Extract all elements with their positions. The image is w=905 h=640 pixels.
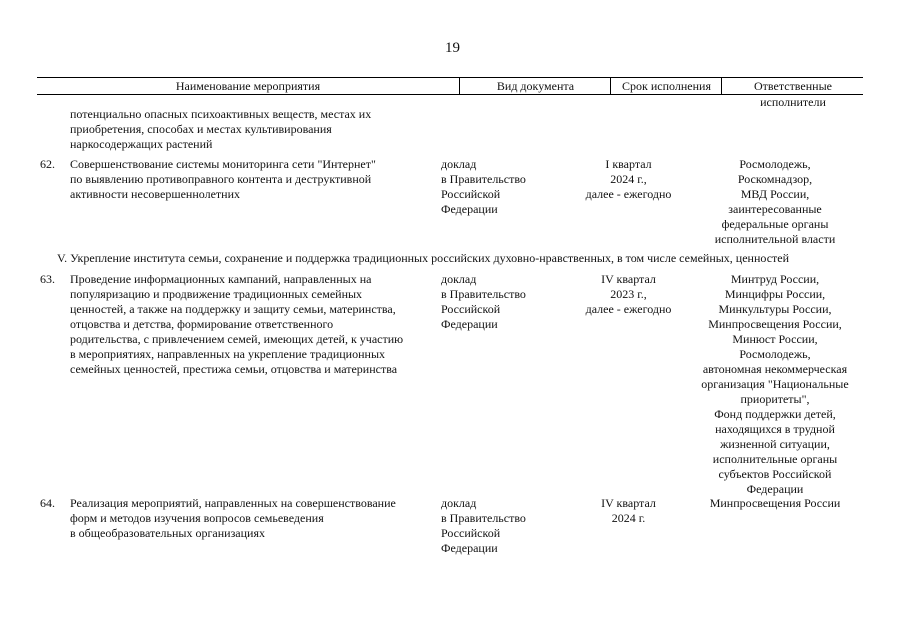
row-deadline: IV квартал 2023 г., далее - ежегодно <box>585 272 672 316</box>
row-name: Совершенствование системы мониторинга сети "Интернет" по выявлению противоправного контента и деструктивной активности несовершеннолетних <box>70 157 376 201</box>
row-name: Реализация мероприятий, направленных на совершенствование форм и методов изучения вопросов семьеведения в общеобразовательных организациях <box>70 496 396 540</box>
page-number: 19 <box>445 40 460 56</box>
row-executors: Росмолодежь, Роскомнадзор, МВД России, заинтересованные федеральные органы исполнительной власти <box>714 157 836 246</box>
row-name: Проведение информационных кампаний, направленных на популяризацию и продвижение традиционных семейных ценностей, а также на поддержку и защиту семьи, материнства, отцовства и детства, формирование ответственного родительства, с привлечением семей, имеющих детей, к участию в мероприятиях, направленных на укрепление традиционных семейных ценностей, престижа семьи, отцовства и материнства <box>70 272 404 376</box>
section-title: V. Укрепление института семьи, сохранение и поддержка традиционных российских духовно-нравственных, в том числе семейных, ценностей <box>57 251 790 265</box>
header-deadline: Срок исполнения <box>610 78 722 94</box>
row-deadline: I квартал 2024 г., далее - ежегодно <box>585 157 672 201</box>
row-number: 64. <box>40 496 55 510</box>
table-header <box>37 77 863 109</box>
row-number: 63. <box>40 272 55 286</box>
continuation-text: потенциально опасных психоактивных веществ, местах их приобретения, способах и местах культивирования наркосодержащих растений <box>70 107 372 151</box>
row-executors: Минтруд России, Минцифры России, Минкультуры России, Минпросвещения России, Минюст России, Росмолодежь, автономная некоммерческая организация "Национальные приоритеты", Фонд поддержки детей, находящихся в трудной жизненной ситуации, исполнительные органы субъектов Российской Федерации <box>701 272 849 496</box>
row-doc-type: доклад в Правительство Российской Федерации <box>441 157 526 216</box>
row-deadline: IV квартал 2024 г. <box>601 496 656 525</box>
row-doc-type: доклад в Правительство Российской Федерации <box>441 496 526 555</box>
row-number: 62. <box>40 157 55 171</box>
row-executors: Минпросвещения России <box>709 496 841 510</box>
header-doc-type: Вид документа <box>459 78 611 94</box>
header-name: Наименование мероприятия <box>175 79 321 93</box>
row-doc-type: доклад в Правительство Российской Федерации <box>441 272 526 331</box>
header-executors: Ответственные исполнители <box>721 78 864 94</box>
